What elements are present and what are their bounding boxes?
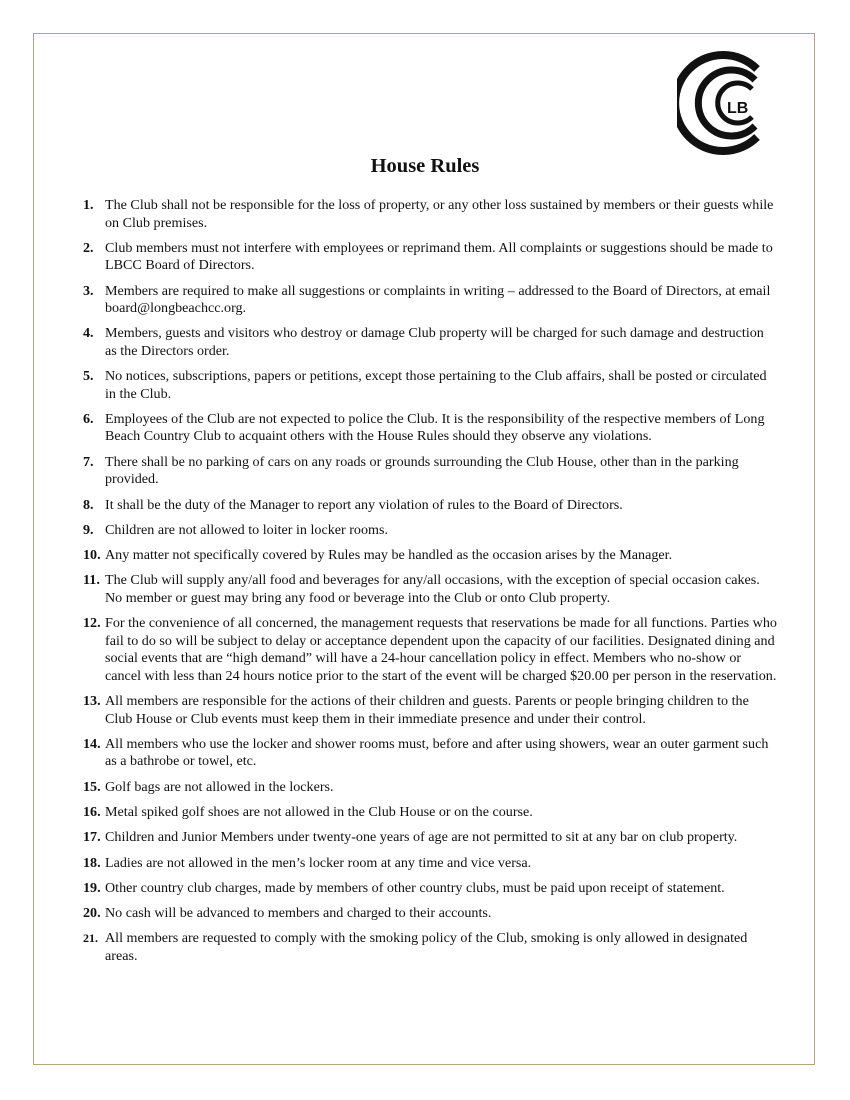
rule-item <box>72 804 778 822</box>
rule-item <box>72 368 778 403</box>
rule-text: Club members must not interfere with employees or reprimand them. All complaints or suggestions should be made to LBCC Board of Directors. <box>105 239 773 274</box>
rule-number <box>72 325 105 360</box>
rule-number-text: 1. <box>83 197 94 213</box>
rule-item <box>72 522 778 540</box>
rule-number <box>72 522 105 540</box>
rule-item <box>72 283 778 318</box>
rule-item <box>72 497 778 515</box>
rule-number-text: 6. <box>83 410 94 427</box>
rule-item <box>72 411 778 446</box>
rule-text: Metal spiked golf shoes are not allowed in the Club House or on the course. <box>105 803 533 820</box>
rule-item <box>72 325 778 360</box>
rule-number <box>72 930 105 965</box>
rule-item <box>72 829 778 847</box>
rule-number-text: 3. <box>83 282 94 299</box>
rule-number-text: 4. <box>83 325 94 342</box>
rule-item <box>72 693 778 728</box>
rule-number <box>72 736 105 771</box>
rule-number <box>72 880 105 898</box>
rule-text: It shall be the duty of the Manager to report any violation of rules to the Board of Directors. <box>105 496 623 513</box>
rule-number-text: 19. <box>83 879 101 896</box>
rule-number <box>72 693 105 728</box>
rule-number-text: 8. <box>83 496 94 513</box>
rule-text: Other country club charges, made by members of other country clubs, must be paid upon receipt of statement. <box>105 879 725 896</box>
rule-number <box>72 283 105 318</box>
rule-item <box>72 880 778 898</box>
rule-number-text: 10. <box>83 547 101 564</box>
rule-number <box>72 454 105 489</box>
rule-text: Children are not allowed to loiter in locker rooms. <box>105 521 388 538</box>
rule-text: No notices, subscriptions, papers or petitions, except those pertaining to the Club affairs, shall be posted or circulated in the Club. <box>105 368 767 402</box>
rule-text: Ladies are not allowed in the men’s locker room at any time and vice versa. <box>105 854 532 871</box>
page-title: House Rules <box>370 155 480 177</box>
rule-text: All members are requested to comply with the smoking policy of the Club, smoking is only allowed in designated areas. <box>105 930 748 964</box>
rule-number-text: 12. <box>83 615 101 632</box>
rule-number <box>72 411 105 446</box>
rule-number <box>72 779 105 797</box>
rule-item <box>72 779 778 797</box>
rule-text: Children and Junior Members under twenty-one years of age are not permitted to sit at any bar on club property. <box>105 829 738 846</box>
rule-number-text: 14. <box>83 735 101 752</box>
rule-text: The Club shall not be responsible for the loss of property, or any other loss sustained by members or their guests while on Club premises. <box>105 197 774 231</box>
rule-item <box>72 454 778 489</box>
rule-number-text: 15. <box>83 778 101 795</box>
rule-number <box>72 829 105 847</box>
club-logo <box>677 47 773 159</box>
rule-number-text: 16. <box>83 803 101 820</box>
rule-item <box>72 240 778 275</box>
rule-text: Any matter not specifically covered by Rules may be handled as the occasion arises by the Manager. <box>105 547 673 564</box>
rule-item <box>72 905 778 923</box>
logo-monogram: LB <box>727 100 749 117</box>
rule-number <box>72 572 105 607</box>
rule-text: Golf bags are not allowed in the lockers. <box>105 778 334 795</box>
rule-number-text: 2. <box>83 239 94 256</box>
rule-number <box>72 197 105 232</box>
rule-item <box>72 736 778 771</box>
rule-text: No cash will be advanced to members and charged to their accounts. <box>105 905 492 922</box>
rule-item <box>72 615 778 685</box>
rule-text: Members are required to make all suggestions or complaints in writing – addressed to the Board of Directors, at email board@longbeachcc.org. <box>105 282 771 317</box>
rule-text: For the convenience of all concerned, the management requests that reservations be made for all functions. Parties who fail to do so will be subject to delay or acceptance dependent upon the capacity of our facilities. Designated dining and social events that are “high demand” will have a 24-hour cancellation policy in effect. Members who no-show or cancel with less than 24 hours notice prior to the start of the event will be charged $20.00 per person in the reservation. <box>105 615 777 684</box>
rule-number-text: 9. <box>83 521 94 538</box>
rule-number <box>72 497 105 515</box>
rule-number <box>72 905 105 923</box>
rule-number-text: 7. <box>83 453 94 470</box>
rule-number-text: 21. <box>83 931 98 946</box>
rules-list <box>72 197 778 973</box>
rule-item <box>72 572 778 607</box>
rule-text: Members, guests and visitors who destroy or damage Club property will be charged for such damage and destruction as the Directors order. <box>105 325 764 359</box>
rule-number <box>72 547 105 565</box>
rule-number <box>72 804 105 822</box>
rule-number-text: 18. <box>83 854 101 871</box>
rule-text: All members are responsible for the actions of their children and guests. Parents or people bringing children to the Club House or Club events must keep them in their immediate presence and under their control. <box>105 693 749 727</box>
rule-text: Employees of the Club are not expected to police the Club. It is the responsibility of the respective members of Long Beach Country Club to acquaint others with the House Rules should they observe any violations. <box>105 410 765 445</box>
rule-text: All members who use the locker and shower rooms must, before and after using showers, wear an outer garment such as a bathrobe or towel, etc. <box>105 735 769 770</box>
rule-number-text: 13. <box>83 693 101 710</box>
rule-item <box>72 547 778 565</box>
rule-number <box>72 615 105 685</box>
rule-text: The Club will supply any/all food and beverages for any/all occasions, with the exception of special occasion cakes. No member or guest may bring any food or beverage into the Club or onto Club property. <box>105 572 760 606</box>
rule-number <box>72 240 105 275</box>
rule-number <box>72 368 105 403</box>
rule-number <box>72 855 105 873</box>
rule-number-text: 11. <box>83 572 100 589</box>
rule-number-text: 5. <box>83 368 94 385</box>
rule-number-text: 20. <box>83 905 101 922</box>
rule-item <box>72 855 778 873</box>
rule-text: There shall be no parking of cars on any roads or grounds surrounding the Club House, other than in the parking provided. <box>105 453 739 488</box>
rule-item <box>72 197 778 232</box>
rule-item <box>72 930 778 965</box>
rule-number-text: 17. <box>83 829 101 846</box>
